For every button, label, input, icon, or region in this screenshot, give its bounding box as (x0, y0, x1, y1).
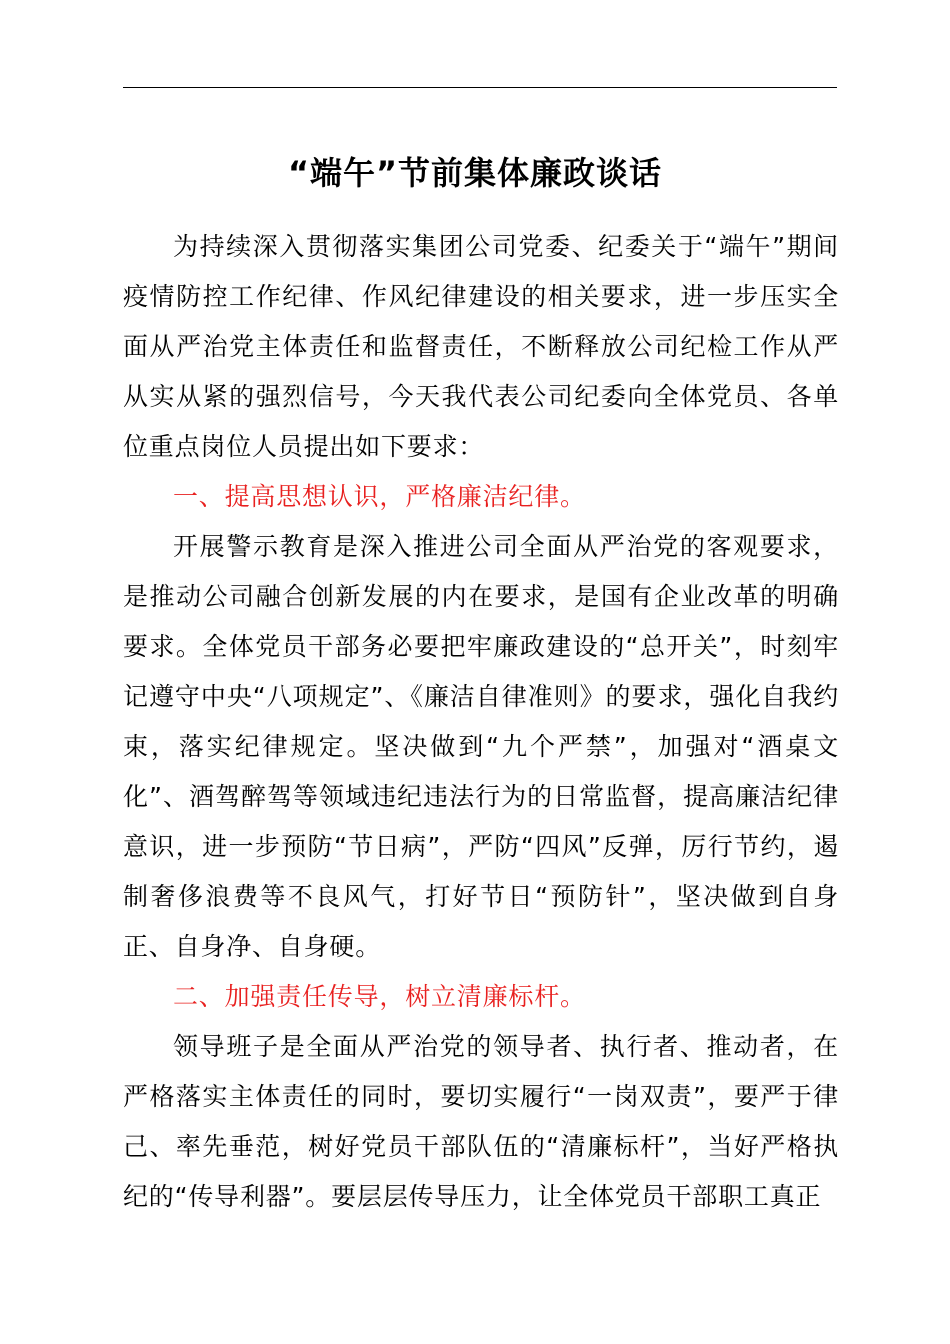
section-2-heading: 二、加强责任传导，树立清廉标杆。 (173, 982, 586, 1011)
section-1-paragraph: 开展警示教育是深入推进公司全面从严治党的客观要求，是推动公司融合创新发展的内在要求，是国有企业改革的明确要求。全体党员干部务必要把牢廉政建设的“总开关”，时刻牢记遵守中央“八项规定”、《廉洁自律准则》的要求，强化自我约束，落实纪律规定。坚决做到“九个严禁”，加强对“酒桌文化”、酒驾醉驾等领域违纪违法行为的日常监督，提高廉洁纪律意识，进一步预防“节日病”，严防“四风”反弹，厉行节约，遏制奢侈浪费等不良风气，打好节日“预防针”，坚决做到自身正、自身净、自身硬。 (123, 532, 839, 961)
document-title: “端午”节前集体廉政谈话 (287, 154, 663, 192)
intro-paragraph: 为持续深入贯彻落实集团公司党委、纪委关于“端午”期间疫情防控工作纪律、作风纪律建设的相关要求，进一步压实全面从严治党主体责任和监督责任，不断释放公司纪检工作从严从实从紧的强烈信号，今天我代表公司纪委向全体党员、各单位重点岗位人员提出如下要求： (123, 232, 839, 461)
section-1-heading: 一、提高思想认识，严格廉洁纪律。 (173, 482, 586, 511)
document-body (123, 222, 839, 1222)
section-2-paragraph: 领导班子是全面从严治党的领导者、执行者、推动者，在严格落实主体责任的同时，要切实履行“一岗双责”，要严于律己、率先垂范，树好党员干部队伍的“清廉标杆”，当好严格执纪的“传导利器”。要层层传导压力，让全体党员干部职工真正 (123, 1032, 839, 1211)
header-rule (123, 87, 837, 88)
